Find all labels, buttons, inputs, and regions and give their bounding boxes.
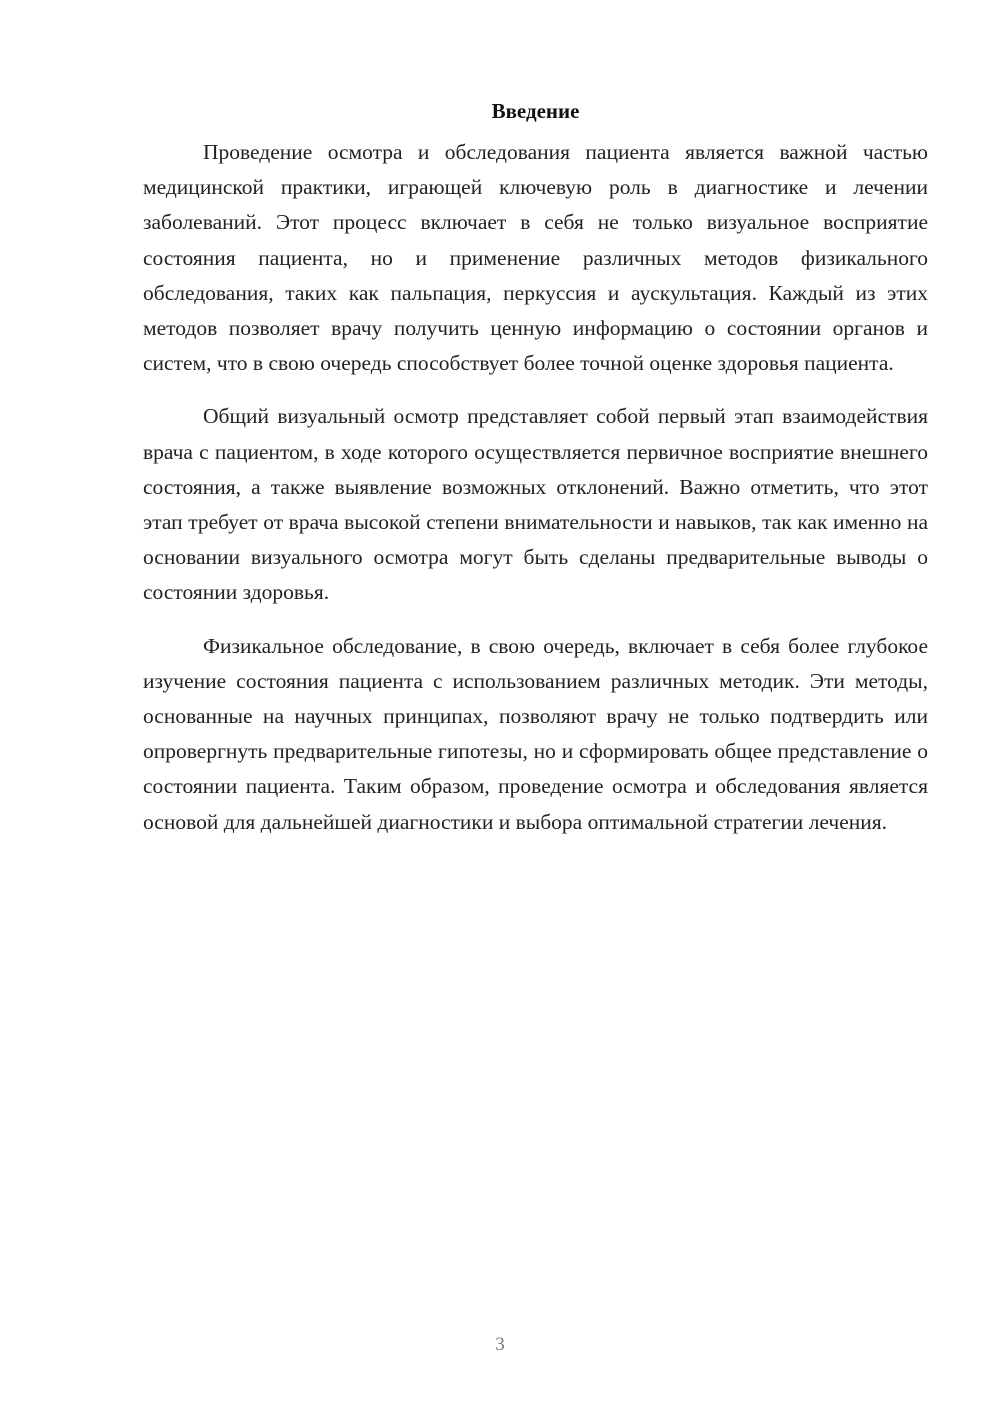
paragraph-3: Физикальное обследование, в свою очередь, включает в себя более глубокое изучение состояния пациента с использованием различных методик. Эти методы, основанные на научных принципах, позволяют врачу не только подтвердить или опровергнуть предварительные гипотезы, но и сформировать общее представление о состоянии пациента. Таким образом, проведение осмотра и обследования является основой для дальнейшей диагностики и выбора оптимальной стратегии лечения.: [143, 633, 928, 834]
paragraph-2: Общий визуальный осмотр представляет собой первый этап взаимодействия врача с пациентом, в ходе которого осуществляется первичное восприятие внешнего состояния, а также выявление возможных отклонений. Важно отметить, что этот этап требует от врача высокой степени внимательности и навыков, так как именно на основании визуального осмотра могут быть сделаны предварительные выводы о состоянии здоровья.: [143, 404, 928, 605]
page-number: 3: [495, 1334, 505, 1355]
page-content: [143, 97, 928, 858]
paragraph-1: Проведение осмотра и обследования пациента является важной частью медицинской практики, играющей ключевую роль в диагностике и лечении заболеваний. Этот процесс включает в себя не только визуальное восприятие состояния пациента, но и применение различных методов физикального обследования, таких как пальпация, перкуссия и аускультация. Каждый из этих методов позволяет врачу получить ценную информацию о состоянии органов и систем, что в свою очередь способствует более точной оценке здоровья пациента.: [143, 140, 928, 376]
section-title: Введение: [491, 99, 580, 123]
